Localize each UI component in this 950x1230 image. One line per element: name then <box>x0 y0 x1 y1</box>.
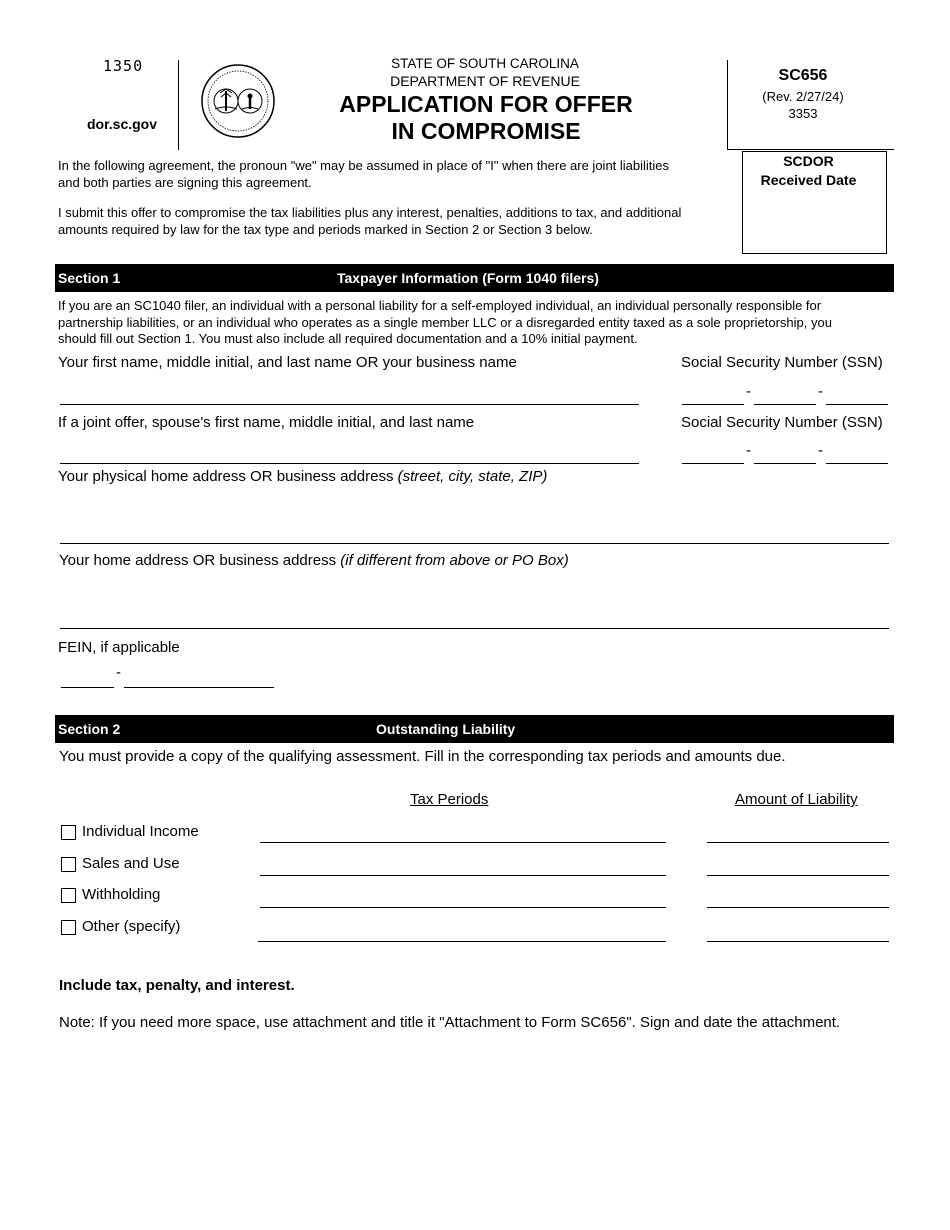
ssn-dash: - <box>746 442 751 459</box>
state-name: STATE OF SOUTH CAROLINA <box>391 56 579 71</box>
form-code: 1350 <box>103 57 144 75</box>
taxpayer-ssn-label: Social Security Number (SSN) <box>681 354 883 371</box>
withholding-checkbox[interactable] <box>61 888 76 903</box>
physical-address-hint: (street, city, state, ZIP) <box>397 468 548 485</box>
received-date-box[interactable] <box>742 151 887 254</box>
section2-title: Outstanding Liability <box>376 721 516 737</box>
spouse-name-field[interactable] <box>60 463 639 464</box>
section2-label: Section 2 <box>58 721 121 737</box>
taxpayer-ssn-part2[interactable] <box>754 404 816 405</box>
sales-use-label: Sales and Use <box>82 855 180 872</box>
physical-address-field[interactable] <box>60 543 889 544</box>
mailing-address-label <box>59 552 569 569</box>
ssn-dash: - <box>818 383 823 400</box>
section1-header-bar <box>55 264 894 292</box>
section1-title: Taxpayer Information (Form 1040 filers) <box>337 270 599 286</box>
state-seal-icon <box>200 63 276 139</box>
individual-income-periods-field[interactable] <box>260 842 666 843</box>
section1-instructions-line2: partnership liabilities, or an individual who operates as a single member LLC or a disregarded entity taxed as a sole proprietorship, you <box>58 315 832 330</box>
spouse-ssn-part2[interactable] <box>754 463 816 464</box>
withholding-amount-field[interactable] <box>707 907 889 908</box>
form-revision: (Rev. 2/27/24) <box>762 89 844 104</box>
other-amount-field[interactable] <box>707 941 889 942</box>
intro-para2-line2: amounts required by law for the tax type and periods marked in Section 2 or Section 3 below. <box>58 222 593 237</box>
ssn-dash: - <box>746 383 751 400</box>
received-box-line2: Received Date <box>760 172 857 188</box>
header-divider-right <box>727 60 728 149</box>
taxpayer-ssn-part1[interactable] <box>682 404 744 405</box>
spouse-ssn-label: Social Security Number (SSN) <box>681 414 883 431</box>
amount-liability-header: Amount of Liability <box>735 791 858 808</box>
individual-income-amount-field[interactable] <box>707 842 889 843</box>
fein-part2[interactable] <box>124 687 274 688</box>
section1-label: Section 1 <box>58 270 121 286</box>
mailing-address-field[interactable] <box>60 628 889 629</box>
mailing-address-hint: (if different from above or PO Box) <box>340 552 569 569</box>
space-note: Note: If you need more space, use attachment and title it "Attachment to Form SC656". Sign and date the attachment. <box>59 1014 841 1031</box>
withholding-periods-field[interactable] <box>260 907 666 908</box>
physical-address-label <box>58 468 547 485</box>
include-note: Include tax, penalty, and interest. <box>59 977 295 994</box>
fein-label: FEIN, if applicable <box>58 639 180 656</box>
form-title-line1: APPLICATION FOR OFFER <box>339 91 633 117</box>
section1-instructions-line1: If you are an SC1040 filer, an individual with a personal liability for a self-employed individual, an individual personally responsible for <box>58 298 822 313</box>
intro-para1-line2: and both parties are signing this agreement. <box>58 175 312 190</box>
other-checkbox[interactable] <box>61 920 76 935</box>
mailing-address-label-text: Your home address OR business address <box>59 552 341 569</box>
other-label: Other (specify) <box>82 918 181 935</box>
intro-para1-line1: In the following agreement, the pronoun "we" may be assumed in place of "I" when there are joint liabilities <box>58 158 670 173</box>
individual-income-label: Individual Income <box>82 823 199 840</box>
header-divider-left <box>178 60 179 150</box>
sales-use-periods-field[interactable] <box>260 875 666 876</box>
form-number: SC656 <box>778 67 828 84</box>
physical-address-label-text: Your physical home address OR business address <box>58 468 398 485</box>
form-title-line2: IN COMPROMISE <box>391 118 581 144</box>
section1-instructions-line3: should fill out Section 1. You must also include all required documentation and a 10% initial payment. <box>58 331 638 346</box>
website: dor.sc.gov <box>87 116 158 132</box>
department-name: DEPARTMENT OF REVENUE <box>390 73 580 89</box>
sales-use-amount-field[interactable] <box>707 875 889 876</box>
taxpayer-ssn-part3[interactable] <box>826 404 888 405</box>
header-bottom-rule <box>727 149 894 150</box>
ssn-dash: - <box>818 442 823 459</box>
form-internal-code: 3353 <box>788 106 818 121</box>
spouse-name-label: If a joint offer, spouse's first name, middle initial, and last name <box>58 414 475 431</box>
other-periods-field[interactable] <box>258 941 666 942</box>
fein-dash: - <box>116 664 121 681</box>
taxpayer-name-label: Your first name, middle initial, and last name OR your business name <box>58 354 517 371</box>
taxpayer-name-field[interactable] <box>60 404 639 405</box>
received-box-line1: SCDOR <box>783 153 834 169</box>
spouse-ssn-part1[interactable] <box>682 463 744 464</box>
individual-income-checkbox[interactable] <box>61 825 76 840</box>
fein-part1[interactable] <box>61 687 114 688</box>
section2-header-bar <box>55 715 894 743</box>
spouse-ssn-part3[interactable] <box>826 463 888 464</box>
sales-use-checkbox[interactable] <box>61 857 76 872</box>
withholding-label: Withholding <box>82 886 161 903</box>
section2-instructions: You must provide a copy of the qualifying assessment. Fill in the corresponding tax periods and amounts due. <box>59 748 786 765</box>
tax-periods-header: Tax Periods <box>410 791 489 808</box>
intro-para2-line1: I submit this offer to compromise the tax liabilities plus any interest, penalties, additions to tax, and additional <box>58 205 682 220</box>
